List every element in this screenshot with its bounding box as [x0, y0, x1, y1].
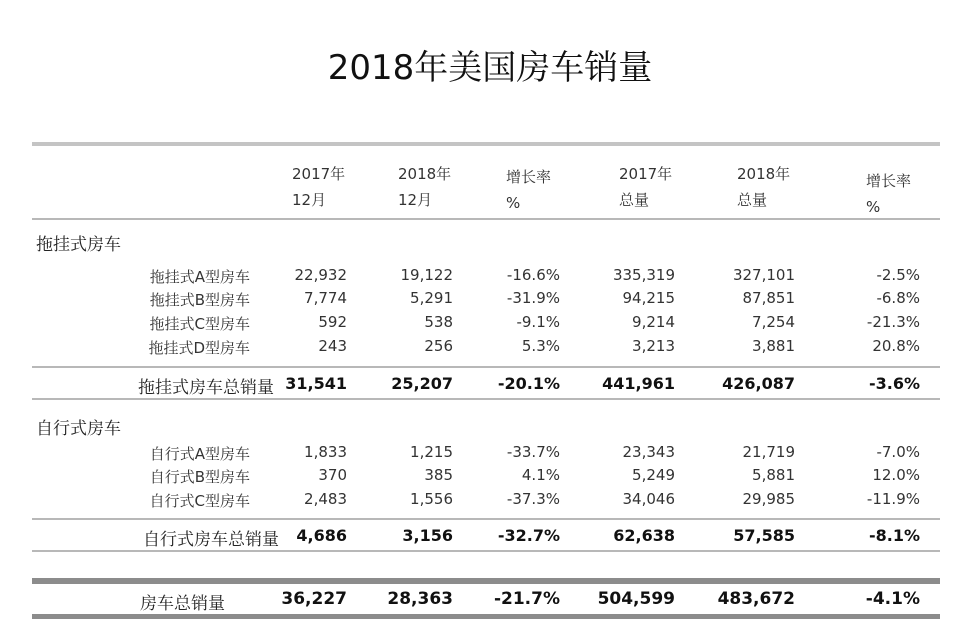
cell: 7,774	[304, 289, 347, 307]
cell: 243	[318, 337, 347, 355]
cell: -7.0%	[876, 443, 920, 461]
col-header-line2: 12月	[398, 191, 433, 209]
total-cell: 57,585	[733, 526, 795, 545]
col-header-dec-growth	[506, 164, 551, 216]
col-header-line1: 2017年	[619, 165, 673, 183]
cell: 19,122	[400, 266, 453, 284]
cell: -11.9%	[866, 490, 920, 508]
cell: 94,215	[622, 289, 675, 307]
cell: 87,851	[742, 289, 795, 307]
grand-total-cell: 483,672	[717, 589, 795, 609]
motorized-total-top-rule	[32, 518, 940, 520]
cell: 5,881	[752, 466, 795, 484]
row-label: 拖挂式A型房车	[149, 268, 250, 286]
total-cell: 25,207	[391, 374, 453, 393]
cell: 5,249	[632, 466, 675, 484]
cell: 9,214	[632, 313, 675, 331]
grand-total-bottom-rule	[32, 614, 940, 619]
total-cell: 31,541	[285, 374, 347, 393]
total-cell: 4,686	[296, 526, 347, 545]
row-label: 拖挂式B型房车	[149, 291, 250, 309]
grand-total-cell: -4.1%	[865, 589, 920, 609]
towable-total-bottom-rule	[32, 398, 940, 400]
cell: 1,215	[410, 443, 453, 461]
cell: -21.3%	[866, 313, 920, 331]
cell: 12.0%	[872, 466, 920, 484]
cell: 370	[318, 466, 347, 484]
grand-total-cell: 28,363	[387, 589, 453, 609]
cell: 256	[424, 337, 453, 355]
col-header-line1: 2017年	[292, 165, 346, 183]
col-header-2017-total	[619, 161, 672, 213]
cell: -33.7%	[506, 443, 560, 461]
section-label-motorized: 自行式房车	[36, 419, 121, 439]
section-label-towable: 拖挂式房车	[36, 235, 121, 255]
cell: 5.3%	[521, 337, 560, 355]
cell: 5,291	[410, 289, 453, 307]
cell: 23,343	[622, 443, 675, 461]
total-cell: 426,087	[722, 374, 795, 393]
cell: -37.3%	[506, 490, 560, 508]
col-header-line2: 总量	[737, 191, 768, 209]
grand-total-cell: 504,599	[597, 589, 675, 609]
towable-total-top-rule	[32, 366, 940, 368]
cell: -6.8%	[876, 289, 920, 307]
col-header-line2: %	[506, 194, 521, 212]
col-header-total-growth	[866, 168, 911, 220]
motorized-total-bottom-rule	[32, 550, 940, 552]
cell: -9.1%	[516, 313, 560, 331]
col-header-line2: %	[866, 198, 881, 216]
cell: -31.9%	[506, 289, 560, 307]
cell: 4.1%	[521, 466, 560, 484]
header-rule	[32, 218, 940, 220]
page-title: 2018年美国房车销量	[327, 48, 653, 88]
col-header-line1: 2018年	[398, 165, 452, 183]
cell: -2.5%	[876, 266, 920, 284]
cell: 22,932	[294, 266, 347, 284]
grand-total-label: 房车总销量	[140, 594, 225, 614]
row-label: 拖挂式C型房车	[149, 315, 250, 333]
total-label: 自行式房车总销量	[143, 530, 279, 550]
col-header-line1: 增长率	[866, 172, 912, 190]
top-rule	[32, 142, 940, 146]
total-cell: 62,638	[613, 526, 675, 545]
cell: 327,101	[732, 266, 795, 284]
row-label: 自行式B型房车	[149, 468, 250, 486]
cell: 385	[424, 466, 453, 484]
cell: 2,483	[304, 490, 347, 508]
grand-total-top-rule	[32, 578, 940, 584]
cell: 335,319	[612, 266, 675, 284]
total-cell: 441,961	[602, 374, 675, 393]
cell: 7,254	[752, 313, 795, 331]
col-header-2018-total	[737, 161, 790, 213]
grand-total-cell: 36,227	[281, 589, 347, 609]
col-header-line2: 12月	[292, 191, 327, 209]
cell: 21,719	[742, 443, 795, 461]
row-label: 自行式A型房车	[149, 445, 250, 463]
total-label: 拖挂式房车总销量	[138, 378, 274, 398]
cell: 1,556	[410, 490, 453, 508]
col-header-line1: 增长率	[506, 168, 552, 186]
cell: -16.6%	[506, 266, 560, 284]
total-cell: 3,156	[402, 526, 453, 545]
cell: 538	[424, 313, 453, 331]
row-label: 自行式C型房车	[149, 492, 250, 510]
row-label: 拖挂式D型房车	[148, 339, 250, 357]
total-cell: -32.7%	[497, 526, 560, 545]
col-header-line2: 总量	[619, 191, 650, 209]
col-header-line1: 2018年	[737, 165, 791, 183]
col-header-2018-dec	[398, 161, 451, 213]
grand-total-cell: -21.7%	[493, 589, 560, 609]
cell: 20.8%	[872, 337, 920, 355]
cell: 29,985	[742, 490, 795, 508]
col-header-2017-dec	[292, 161, 345, 213]
cell: 3,881	[752, 337, 795, 355]
total-cell: -8.1%	[868, 526, 920, 545]
total-cell: -3.6%	[868, 374, 920, 393]
cell: 1,833	[304, 443, 347, 461]
cell: 592	[318, 313, 347, 331]
total-cell: -20.1%	[497, 374, 560, 393]
cell: 3,213	[632, 337, 675, 355]
cell: 34,046	[622, 490, 675, 508]
